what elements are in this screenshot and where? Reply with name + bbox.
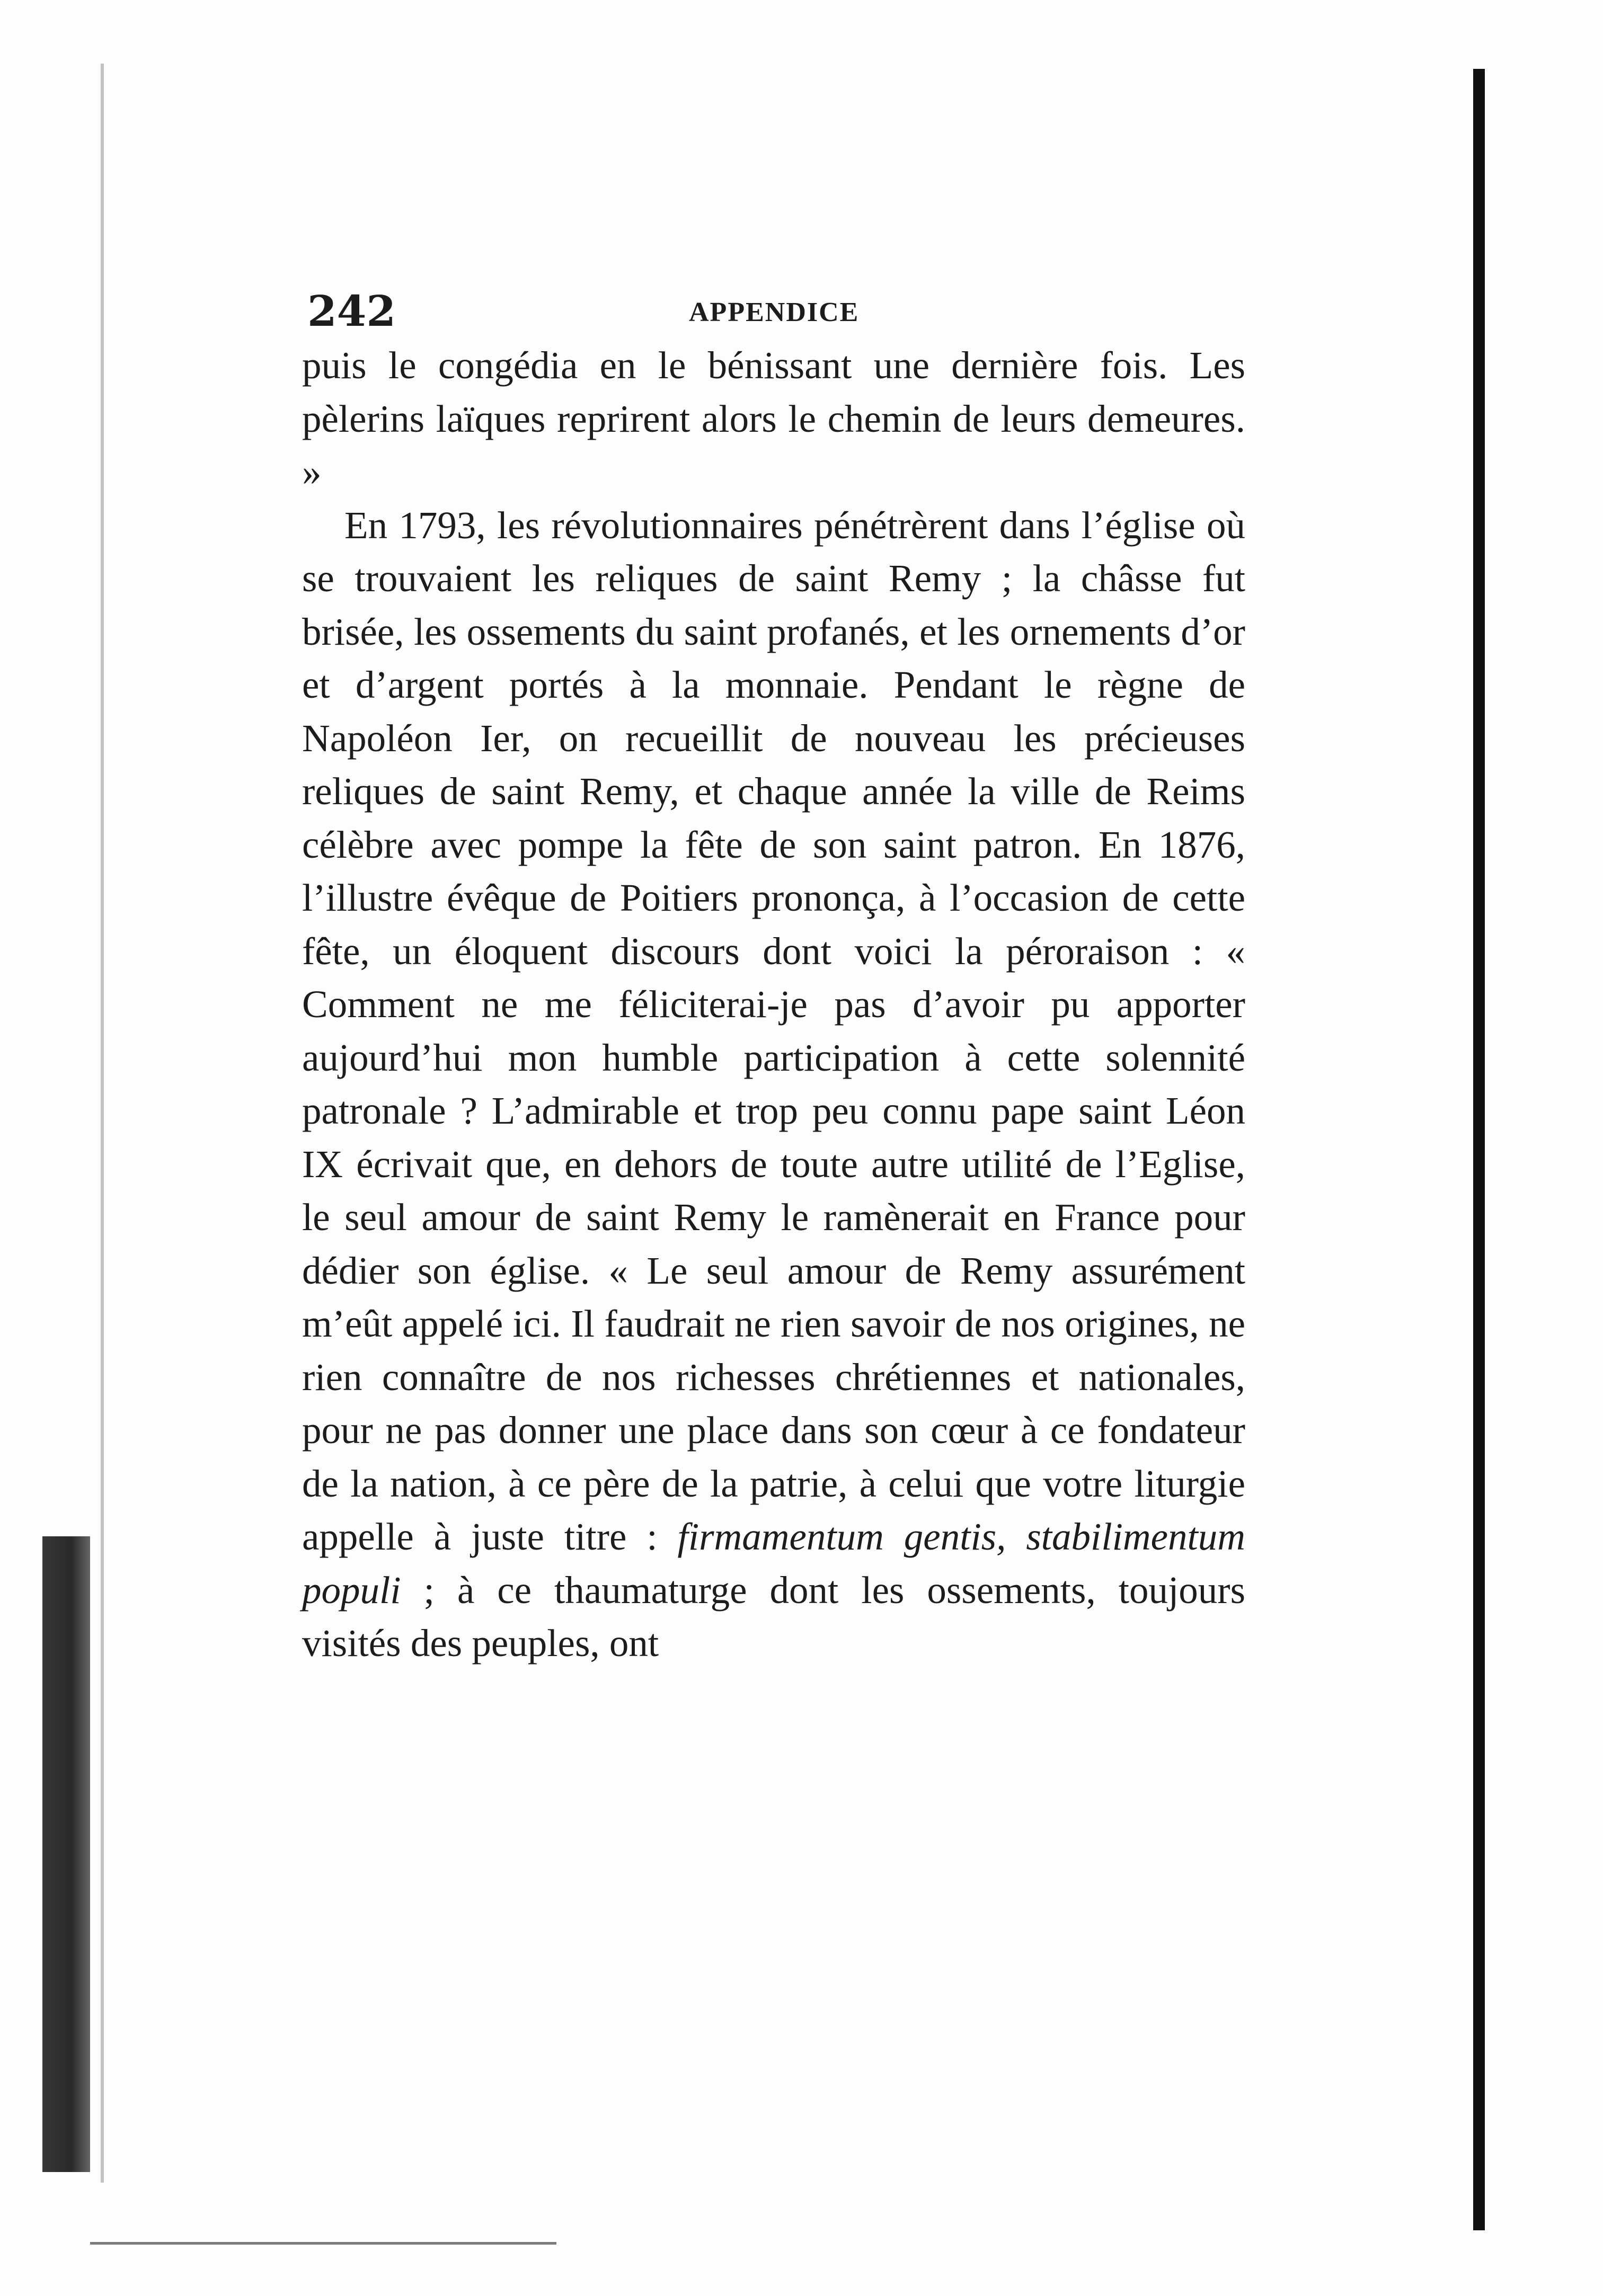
scan-edge-line-left [101,64,104,2183]
scan-edge-line-bottom [90,2242,556,2245]
scan-edge-shadow-left [42,1536,90,2172]
body-text [302,339,1245,1670]
paragraph-text-segment: ; à ce thaumaturge dont les ossements, toujours visités des peuples, ont [302,1568,1245,1665]
paragraph-1793 [302,499,1245,1670]
latin-quote: firmamentum gentis, stabilimentum populi [302,1515,1245,1612]
page-number: 242 [307,286,396,336]
book-page [302,275,1245,1670]
running-head: APPENDICE [689,297,860,327]
paragraph-text-segment: En 1793, les révolutionnaires pénétrèrent dans l’église où se trouvaient les reliques de saint Remy ; la châsse fut brisée, les ossements du saint profanés, et les ornements d’or et d’argent portés à la monnaie. Pendant le règne de Napoléon Ier, on recueillit de nouveau les précieuses reliques de saint Remy, et chaque année la ville de Reims célèbre avec pompe la fête de son saint patron. En 1876, l’illustre évêque de Poitiers prononça, à l’occasion de cette fête, un éloquent discours dont voici la péroraison : « Comment ne me féliciterai-je pas d’avoir pu apporter aujourd’hui mon humble participation à cette solennité patronale ? L’admirable et trop peu connu pape saint Léon IX écrivait que, en dehors de toute autre utilité de l’Eglise, le seul amour de saint Remy le ramènerait en France pour dédier son église. « Le seul amour de Remy assurément m’eût appelé ici. Il faudrait ne rien savoir de nos origines, ne rien connaître de nos richesses chrétiennes et nationales, pour ne pas donner une place dans son cœur à ce fondateur de la nation, à ce père de la patrie, à celui que votre liturgie appelle à juste titre : [302,503,1245,1558]
page-header [302,275,1245,334]
paragraph-continued: puis le congédia en le bénissant une dernière fois. Les pèlerins laïques reprirent alors le chemin de leurs demeures. » [302,344,1245,493]
scan-edge-line-right [1473,69,1485,2230]
